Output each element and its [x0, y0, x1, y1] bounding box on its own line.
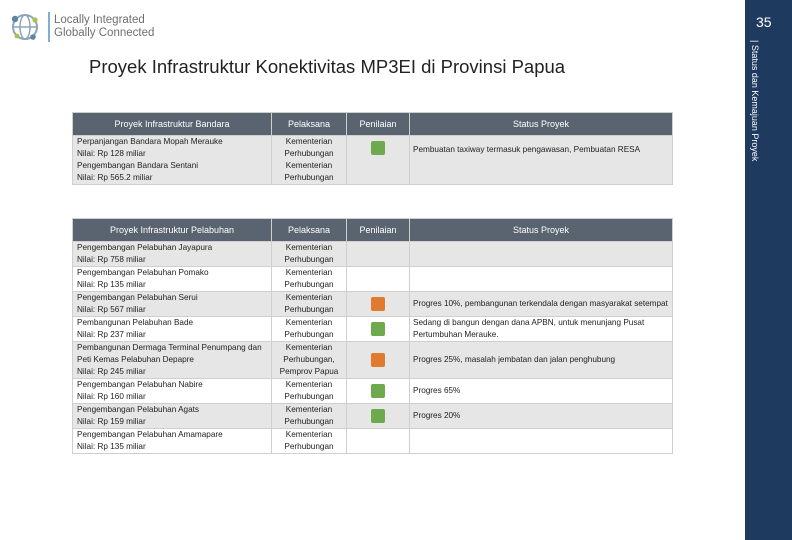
- executor-text: Kementerian Perhubungan: [284, 137, 334, 158]
- header-executor: Pelaksana: [272, 219, 347, 242]
- logo: [8, 10, 158, 44]
- project-cell: [73, 404, 272, 429]
- table-row: [73, 342, 673, 379]
- status-cell: [410, 136, 673, 185]
- status-cell: Progres 10%, pembangunan terkendala dengan masyarakat setempat: [410, 292, 673, 317]
- header-status: Status Proyek: [410, 113, 673, 136]
- table-row: [73, 379, 673, 404]
- project-name: Pengembangan Bandara Sentani: [77, 161, 199, 170]
- table-row: [73, 317, 673, 342]
- globe-icon: [8, 10, 42, 44]
- header-executor: Pelaksana: [272, 113, 347, 136]
- project-value: Nilai: Rp 758 miliar: [77, 255, 146, 264]
- logo-line-1: Locally Integrated: [54, 14, 145, 26]
- project-value: Nilai: Rp 245 miliar: [77, 367, 146, 376]
- project-cell: [73, 379, 272, 404]
- header-rating: Penilaian: [347, 113, 410, 136]
- table-header: [73, 219, 673, 242]
- logo-divider: [48, 12, 50, 42]
- status-cell: Sedang di bangun dengan dana APBN, untuk menunjang Pusat Pertumbuhan Merauke.: [410, 317, 673, 342]
- project-value: Nilai: Rp 565.2 miliar: [77, 173, 153, 182]
- rating-cell: [347, 242, 410, 267]
- project-name: Pengembangan Pelabuhan Serui: [77, 293, 198, 302]
- rating-indicator: [371, 353, 385, 367]
- table-row: [73, 242, 673, 267]
- rating-cell: [347, 136, 410, 185]
- executor-cell: Kementerian Perhubungan: [272, 317, 347, 342]
- port-table: [72, 218, 673, 454]
- project-cell: [73, 317, 272, 342]
- status-cell: Progres 20%: [410, 404, 673, 429]
- project-name: Pengembangan Pelabuhan Nabire: [77, 380, 203, 389]
- rating-cell: [347, 317, 410, 342]
- project-name: Pembangunan Pelabuhan Bade: [77, 318, 194, 327]
- project-name: Pengembangan Pelabuhan Agats: [77, 405, 200, 414]
- rating-cell: [347, 267, 410, 292]
- project-value: Nilai: Rp 567 miliar: [77, 305, 146, 314]
- project-name: Pengembangan Pelabuhan Amamapare: [77, 430, 223, 439]
- project-value: Nilai: Rp 135 miliar: [77, 280, 146, 289]
- logo-text: [54, 14, 154, 40]
- rating-cell: [347, 342, 410, 379]
- rating-indicator: [371, 322, 385, 336]
- project-cell: [73, 136, 272, 185]
- project-cell: [73, 242, 272, 267]
- project-value: Nilai: Rp 135 miliar: [77, 442, 146, 451]
- project-value: Nilai: Rp 159 miliar: [77, 417, 146, 426]
- status-cell: Progres 65%: [410, 379, 673, 404]
- port-table-body: [73, 242, 673, 454]
- project-cell: [73, 429, 272, 454]
- executor-text: Kementerian Perhubungan: [284, 161, 334, 182]
- executor-cell: Kementerian Perhubungan: [272, 267, 347, 292]
- table-row: [73, 404, 673, 429]
- header-rating: Penilaian: [347, 219, 410, 242]
- rating-indicator: [371, 384, 385, 398]
- project-name: Perpanjangan Bandara Mopah Merauke: [77, 137, 223, 146]
- header-project: Proyek Infrastruktur Pelabuhan: [73, 219, 272, 242]
- table-row: [73, 267, 673, 292]
- header-status: Status Proyek: [410, 219, 673, 242]
- section-label-text: | Status dan Kemajuan Proyek: [750, 40, 760, 162]
- table-row: [73, 429, 673, 454]
- rating-cell: [347, 292, 410, 317]
- page-title: Proyek Infrastruktur Konektivitas MP3EI di Provinsi Papua: [89, 56, 566, 77]
- section-label: [750, 40, 772, 190]
- status-text: Pembuatan taxiway termasuk pengawasan, Pembuatan RESA: [413, 145, 641, 154]
- status-cell: [410, 429, 673, 454]
- airport-table: [72, 112, 673, 185]
- project-cell: [73, 342, 272, 379]
- table-row: [73, 292, 673, 317]
- project-value: Nilai: Rp 128 miliar: [77, 149, 146, 158]
- project-name: Pengembangan Pelabuhan Jayapura: [77, 243, 213, 252]
- project-cell: [73, 292, 272, 317]
- project-name: Pembangunan Dermaga Terminal Penumpang dan Peti Kemas Pelabuhan Depapre: [77, 343, 262, 364]
- executor-cell: Kementerian Perhubungan: [272, 242, 347, 267]
- rating-cell: [347, 429, 410, 454]
- rating-indicator: [371, 297, 385, 311]
- rating-cell: [347, 379, 410, 404]
- page-number: 35: [756, 14, 772, 30]
- executor-cell: [272, 136, 347, 185]
- status-cell: Progres 25%, masalah jembatan dan jalan penghubung: [410, 342, 673, 379]
- executor-cell: Kementerian Perhubungan: [272, 429, 347, 454]
- header-project: Proyek Infrastruktur Bandara: [73, 113, 272, 136]
- project-cell: [73, 267, 272, 292]
- table-header: [73, 113, 673, 136]
- executor-cell: Kementerian Perhubungan: [272, 379, 347, 404]
- rating-indicator: [371, 409, 385, 423]
- logo-line-2: Globally Connected: [54, 27, 155, 39]
- status-cell: [410, 267, 673, 292]
- status-cell: [410, 242, 673, 267]
- executor-cell: Kementerian Perhubungan, Pemprov Papua: [272, 342, 347, 379]
- rating-cell: [347, 404, 410, 429]
- executor-cell: Kementerian Perhubungan: [272, 292, 347, 317]
- executor-cell: Kementerian Perhubungan: [272, 404, 347, 429]
- project-name: Pengembangan Pelabuhan Pomako: [77, 268, 209, 277]
- project-value: Nilai: Rp 237 miliar: [77, 330, 146, 339]
- table-row: [73, 136, 673, 185]
- rating-indicator: [371, 141, 385, 155]
- project-value: Nilai: Rp 160 miliar: [77, 392, 146, 401]
